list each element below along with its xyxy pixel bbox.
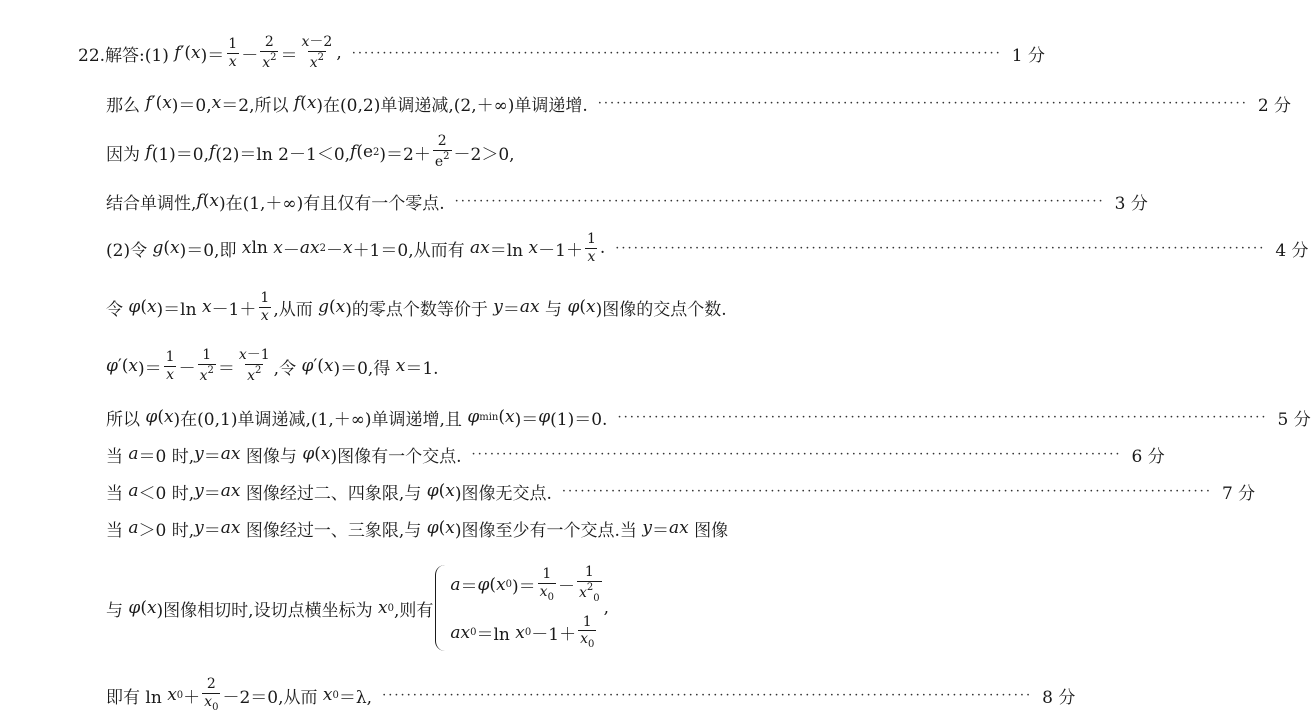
line-1-content: 22.解答:(1) f ′( x )＝ $\frac{1}{x}$ － $\frac{2}{x^2}$ ＝ $\frac{x-2}{x^2}$ ,	[78, 34, 342, 71]
line-11-content: 当 a ＞0 时, y ＝ ax 图像经过一、三象限,与 φ ( x )图像至少有一个交点.当 y ＝ ax 图像	[106, 518, 729, 541]
answer-line-6	[106, 287, 816, 327]
leader-dots: ··········································································································	[561, 483, 1212, 499]
line-6-content: 令 φ ( x )＝ln x －1＋ $\frac{1}{x}$ ,从而 g ( x )的零点个数等价于 y ＝ ax 与 φ ( x )图像的交点个数.	[106, 289, 727, 324]
answer-line-11	[106, 513, 816, 543]
brace-icon	[435, 565, 446, 650]
answer-line-3	[106, 132, 816, 172]
score-8: 8 分	[1042, 687, 1076, 708]
score-3: 3 分	[1114, 193, 1148, 214]
leader-dots: ··········································································································	[617, 409, 1268, 425]
answer-line-7	[106, 346, 816, 386]
line-2-content: 那么 f ′( x )＝0, x ＝2,所以 f ( x )在(0,2)单调递减,(2,＋∞)单调递增.	[106, 93, 588, 116]
line-9-content: 当 a ＝0 时, y ＝ ax 图像与 φ ( x )图像有一个交点.	[106, 444, 462, 467]
line-3-content: 因为 f (1)＝0, f (2)＝ln 2－1＜0, f (e 2 )＝2＋ $\frac{2}{e^2}$ －2＞0,	[106, 133, 515, 170]
score-5: 5 分	[1277, 409, 1311, 430]
line-10-content: 当 a ＜0 时, y ＝ ax 图像经过二、四象限,与 φ ( x )图像无交点.	[106, 481, 552, 504]
score-7: 7 分	[1221, 483, 1256, 504]
score-6: 6 分	[1131, 446, 1165, 467]
line-13-content: 即有 ln x 0 ＋ $\frac{2}{x_0}$ －2＝0,从而 x 0 ＝λ,	[106, 675, 373, 713]
answer-line-9	[106, 439, 1165, 469]
leader-dots: ··········································································································	[471, 446, 1122, 462]
answer-line-13	[106, 674, 1076, 716]
equation-system	[435, 565, 603, 650]
score-2: 2 分	[1257, 95, 1292, 116]
line-8-content: 所以 φ ( x )在(0,1)单调递减,(1,＋∞)单调递增,且 φ min ( x )＝ φ (1)＝0.	[106, 407, 608, 430]
answer-line-2	[106, 88, 1292, 118]
leader-dots: ··········································································································	[597, 95, 1248, 111]
line-5-content: (2)令 g ( x )＝0,即 x ln x － ax 2 － x ＋1＝0,从而有 ax ＝ln x －1＋ $\frac{1}{x}$ .	[106, 230, 606, 265]
score-4: 4 分	[1275, 240, 1309, 261]
answer-line-1	[78, 34, 1045, 71]
leader-dots: ··········································································································	[351, 45, 1002, 61]
answer-line-10	[106, 476, 1256, 506]
leader-dots: ··········································································································	[382, 687, 1033, 703]
system-equation-1: a ＝ φ ( x 0 )＝ $\frac{1}{x_0}$ － $\frac{1}{x^2_0}$	[450, 564, 600, 604]
line-12-content: 与 φ ( x )图像相切时,设切点横坐标为 x 0 ,则有 a ＝ φ ( x 0 )＝ $\frac{1}{x_0}$ － $\frac{1}{x^2_0}$ ax 0 ＝ln x 0 －1＋ $\frac{1}{x_0}$ ,	[106, 564, 610, 651]
answer-line-12	[106, 558, 816, 658]
line-7-content: φ ′( x )＝ $\frac{1}{x}$ － $\frac{1}{x^2}$ ＝ $\frac{x-1}{x^2}$ ,令 φ ′( x )＝0,得 x ＝1.	[106, 347, 439, 384]
line-4-content: 结合单调性, f ( x )在(1,＋∞)有且仅有一个零点.	[106, 191, 445, 214]
answer-line-4	[106, 186, 1148, 216]
answer-line-8	[106, 402, 1311, 432]
leader-dots: ··········································································································	[454, 193, 1105, 209]
system-equation-2: ax 0 ＝ln x 0 －1＋ $\frac{1}{x_0}$	[450, 613, 595, 651]
answer-line-5	[106, 228, 1309, 268]
score-1: 1 分	[1011, 45, 1045, 66]
leader-dots: ··········································································································	[615, 240, 1266, 256]
